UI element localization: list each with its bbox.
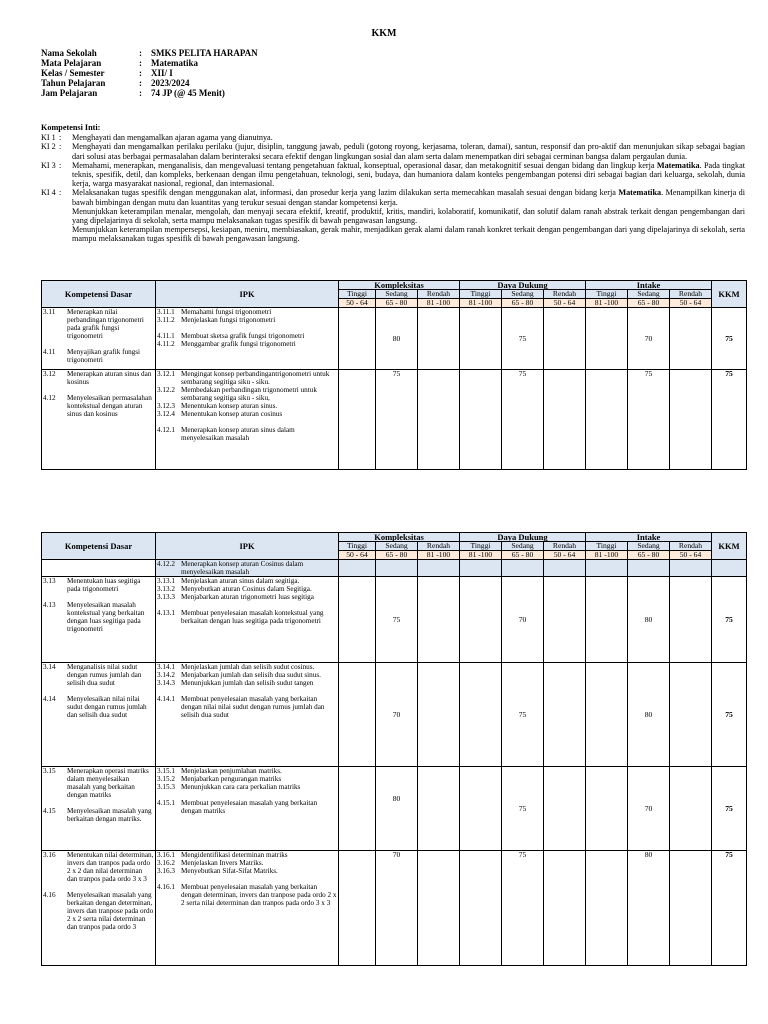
range-header: 50 - 64 bbox=[544, 299, 586, 308]
table-row bbox=[42, 851, 747, 966]
ipk-cell bbox=[156, 308, 339, 370]
kkm-header: KKM bbox=[712, 281, 747, 308]
ipk-item bbox=[157, 695, 337, 719]
page-title: KKM bbox=[371, 28, 397, 39]
group-header: Intake bbox=[586, 533, 712, 542]
ipk-header: IPK bbox=[156, 281, 339, 308]
ipk-item bbox=[157, 426, 337, 442]
score-cell bbox=[418, 308, 460, 370]
score-cell bbox=[418, 663, 460, 767]
score-cell bbox=[418, 767, 460, 851]
score-cell: 70 bbox=[628, 308, 670, 370]
ki-heading: Kompetensi Inti: bbox=[41, 123, 101, 132]
ipk-item bbox=[157, 402, 337, 410]
score-cell bbox=[460, 370, 502, 470]
score-cell bbox=[460, 308, 502, 370]
level-header: Sedang bbox=[376, 542, 418, 551]
score-cell bbox=[339, 308, 376, 370]
score-cell bbox=[586, 851, 628, 966]
ipk-item bbox=[157, 340, 337, 348]
range-header: 50 - 64 bbox=[670, 299, 712, 308]
ipk-item bbox=[157, 867, 337, 875]
kd-text: Menyelesaikan permasalahan kontekstual dengan aturan sinus dan kosinus bbox=[67, 394, 152, 418]
ipk-number: 3.11.1 bbox=[157, 308, 175, 316]
ki-item: KI 3 : Memahami, menerapkan, menganalisis, dan mengevaluasi tentang pengetahuan faktual, konseptual, operasional dasar, dan metakognitif sesuai dengan bidang dan lingkup kerja Matematika. Pada tingkat teknis, spesifik, detil, dan kompleks, berkenaan dengan ilmu pengetahuan, teknologi, seni, budaya, dan humaniora dalam konteks pengembangan potensi diri sebagai bagian dari keluarga, sekolah, dunia kerja, warga masyarakat nasional, regional, dan internasional. bbox=[41, 160, 745, 189]
ipk-number: 3.16.3 bbox=[157, 867, 175, 875]
kd-number: 4.12 bbox=[43, 394, 56, 402]
kkm-cell: 75 bbox=[712, 851, 747, 966]
range-header: 65 - 80 bbox=[628, 551, 670, 560]
ki-code: KI 4 bbox=[41, 188, 56, 198]
score-cell bbox=[670, 560, 712, 577]
kd-item bbox=[43, 891, 154, 931]
table-row bbox=[42, 560, 747, 577]
group-header: Intake bbox=[586, 281, 712, 290]
score-cell bbox=[544, 560, 586, 577]
table-row bbox=[42, 767, 747, 851]
ipk-item bbox=[157, 671, 337, 679]
score-cell bbox=[339, 560, 376, 577]
score-cell bbox=[628, 560, 670, 577]
score-cell bbox=[670, 370, 712, 470]
kkm-cell: 75 bbox=[712, 767, 747, 851]
ki-item: KI 2 : Menghayati dan mengamalkan perilaku perilaku (jujur, disiplin, tanggung jawab, peduli (gotong royong, kerjasama, toleran, damai), santun, responsif dan pro-aktif dan menunjukan sikap sebagai bagian dari solusi atas berbagai permasalahan dalam berinteraksi secara efektif dengan lingkungan sosial dan alam serta dalam menempatkan diri sebagai cerminan bangsa dalam pergaulan dunia. bbox=[41, 142, 745, 161]
score-cell bbox=[339, 663, 376, 767]
ipk-number: 4.11.1 bbox=[157, 332, 175, 340]
kd-item bbox=[43, 767, 154, 799]
table-row bbox=[42, 308, 747, 370]
range-header: 81 -100 bbox=[418, 551, 460, 560]
score-cell bbox=[376, 560, 418, 577]
score-cell bbox=[418, 560, 460, 577]
range-header: 50 - 64 bbox=[544, 551, 586, 560]
kd-cell bbox=[42, 308, 156, 370]
ipk-header: IPK bbox=[156, 533, 339, 560]
ipk-text: Menentukan konsep aturan sinus. bbox=[181, 402, 278, 410]
kd-text: Menentukan nilai determinan, invers dan tranpos pada ordo 2 x 2 dan nilai determinan dan tranpos pada ordo 3 x 3 bbox=[67, 851, 154, 883]
level-header: Tinggi bbox=[339, 542, 376, 551]
ki-text: Melaksanakan tugas spesifik dengan menggunakan alat, informasi, dan prosedur kerja yang lazim dilakukan serta memecahkan masalah sesuai dengan bidang kerja Matematika. Menampilkan kinerja di bawah bimbingan dengan mutu dan kuantitas yang terukur sesuai dengan standar kompetensi kerja. Menunjukkan keterampilan menalar, mengolah, dan menyaji secara efektif, kreatif, produktif, kritis, mandiri, kolaboratif, komunikatif, dan solutif dalam ranah abstrak terkait dengan pengembangan dari yang dipelajarinya di sekolah, serta mampu melaksanakan tugas spesifik di bawah pengawasan langsung. Menunjukkan keterampilan mempersepsi, kesiapan, meniru, membiasakan, gerak mahir, menjadikan gerak alami dalam ranah konkret terkait dengan pengembangan dari yang dipelajarinya di sekolah, serta mampu melaksanakan tugas spesifik di bawah pengawasan langsung. bbox=[72, 188, 746, 244]
ki-code: KI 3 bbox=[41, 160, 56, 170]
ipk-item bbox=[157, 308, 337, 316]
ipk-item bbox=[157, 577, 337, 585]
score-cell bbox=[418, 370, 460, 470]
kd-number: 4.14 bbox=[43, 695, 56, 703]
ipk-cell bbox=[156, 577, 339, 663]
level-header: Sedang bbox=[502, 290, 544, 299]
level-header: Sedang bbox=[502, 542, 544, 551]
score-cell bbox=[339, 767, 376, 851]
level-header: Tinggi bbox=[460, 542, 502, 551]
ipk-text: Menjabarkan jumlah dan selisih dua sudut sinus. bbox=[181, 671, 321, 679]
kd-text: Menyelesaikan nilai nilai sudut dengan rumus jumlah dan selisih dua sudut bbox=[67, 695, 147, 719]
range-header: 81 -100 bbox=[586, 299, 628, 308]
kd-number: 4.13 bbox=[43, 601, 56, 609]
score-cell: 75 bbox=[502, 663, 544, 767]
ipk-number: 4.12.2 bbox=[157, 560, 175, 568]
score-cell bbox=[670, 767, 712, 851]
score-cell: 70 bbox=[628, 767, 670, 851]
range-header: 65 - 80 bbox=[502, 551, 544, 560]
ki-code: KI 2 bbox=[41, 142, 56, 152]
ipk-number: 3.11.2 bbox=[157, 316, 175, 324]
range-header: 81 -100 bbox=[418, 299, 460, 308]
score-cell bbox=[460, 767, 502, 851]
kd-cell bbox=[42, 767, 156, 851]
ipk-text: Menyebutkan Sifat-Sifat Matriks. bbox=[181, 867, 278, 875]
ipk-item bbox=[157, 316, 337, 324]
score-cell: 80 bbox=[628, 663, 670, 767]
ipk-item bbox=[157, 775, 337, 783]
range-header: 65 - 80 bbox=[376, 299, 418, 308]
score-cell: 70 bbox=[376, 663, 418, 767]
score-cell: 70 bbox=[502, 577, 544, 663]
group-header: Kompleksitas bbox=[339, 281, 460, 290]
ipk-number: 4.11.2 bbox=[157, 340, 175, 348]
ipk-number: 3.13.3 bbox=[157, 593, 175, 601]
range-header: 50 - 64 bbox=[670, 551, 712, 560]
kd-number: 3.12 bbox=[43, 370, 56, 378]
kd-header: Kompetensi Dasar bbox=[42, 533, 156, 560]
kkm-cell: 75 bbox=[712, 663, 747, 767]
kd-text: Menyelesaikan masalah yang berkaitan dengan determinan, invers dan tranpose pada ordo 2 x 2 serta nilai determinan dan tranpos pada ordo 3 bbox=[67, 891, 154, 931]
ipk-text: Membuat penyelesaian masalah yang berkaitan dengan nilai nilai sudut dengan rumus jumlah dan selisih dua sudut bbox=[181, 695, 325, 719]
ki-item: KI 4 : Melaksanakan tugas spesifik dengan menggunakan alat, informasi, dan prosedur kerja yang lazim dilakukan serta memecahkan masalah sesuai dengan bidang kerja Matematika. Menampilkan kinerja di bawah bimbingan dengan mutu dan kuantitas yang terukur sesuai dengan standar kompetensi kerja. Menunjukkan keterampilan menalar, mengolah, dan menyaji secara efektif, kreatif, produktif, kritis, mandiri, kolaboratif, komunikatif, dan solutif dalam ranah abstrak terkait dengan pengembangan dari yang dipelajarinya di sekolah, serta mampu melaksanakan tugas spesifik di bawah pengawasan langsung. Menunjukkan keterampilan mempersepsi, kesiapan, meniru, membiasakan, gerak mahir, menjadikan gerak alami dalam ranah konkret terkait dengan pengembangan dari yang dipelajarinya di sekolah, serta mampu melaksanakan tugas spesifik di bawah pengawasan langsung. bbox=[41, 188, 746, 244]
ipk-number: 3.12.1 bbox=[157, 370, 175, 378]
ipk-number: 3.13.1 bbox=[157, 577, 175, 585]
score-cell: 75 bbox=[502, 767, 544, 851]
score-cell bbox=[339, 851, 376, 966]
ipk-item bbox=[157, 560, 337, 576]
ipk-number: 3.15.3 bbox=[157, 783, 175, 791]
ipk-text: Memahami fungsi trigonometri bbox=[181, 308, 272, 316]
ipk-text: Menjelaskan penjumlahan matriks. bbox=[181, 767, 282, 775]
score-cell: 80 bbox=[376, 308, 418, 370]
score-cell bbox=[670, 851, 712, 966]
kd-item bbox=[43, 663, 154, 687]
info-row: Jam Pelajaran : 74 JP (@ 45 Menit) bbox=[41, 88, 258, 98]
score-cell bbox=[418, 851, 460, 966]
kd-text: Menyelesaikan masalah kontekstual yang berkaitan dengan luas segitiga pada trigonometri bbox=[67, 601, 145, 633]
kd-item bbox=[43, 577, 154, 593]
kkm-table-2 bbox=[41, 532, 747, 966]
level-header: Rendah bbox=[670, 542, 712, 551]
kkm-cell: 75 bbox=[712, 308, 747, 370]
level-header: Rendah bbox=[418, 542, 460, 551]
range-header: 81 -100 bbox=[460, 299, 502, 308]
ipk-number: 4.13.1 bbox=[157, 609, 175, 617]
score-cell: 80 bbox=[376, 767, 418, 851]
ipk-item bbox=[157, 663, 337, 671]
ipk-number: 4.16.1 bbox=[157, 883, 175, 891]
range-header: 50 - 64 bbox=[339, 299, 376, 308]
level-header: Sedang bbox=[628, 290, 670, 299]
kkm-cell bbox=[712, 560, 747, 577]
score-cell bbox=[544, 308, 586, 370]
kkm-table-1 bbox=[41, 280, 747, 470]
ipk-cell bbox=[156, 370, 339, 470]
kd-item bbox=[43, 601, 154, 633]
score-cell bbox=[544, 370, 586, 470]
info-row: Mata Pelajaran : Matematika bbox=[41, 58, 258, 68]
info-row: Nama Sekolah : SMKS PELITA HARAPAN bbox=[41, 48, 258, 58]
ipk-text: Membuat penyelesaian masalah yang berkaitan dengan determinan, invers dan tranpose pada ordo 2 x 2 serta nilai determinan dan tranpos pada ordo 3 x 3 bbox=[181, 883, 337, 907]
ipk-number: 3.12.2 bbox=[157, 386, 175, 394]
ki-text: Memahami, menerapkan, menganalisis, dan mengevaluasi tentang pengetahuan faktual, konseptual, operasional dasar, dan metakognitif sesuai dengan bidang dan lingkup kerja Matematika. Pada tingkat teknis, spesifik, detil, dan kompleks, berkenaan dengan ilmu pengetahuan, teknologi, seni, budaya, dan humaniora dalam konteks pengembangan potensi diri sebagai bagian dari keluarga, sekolah, dunia kerja, warga masyarakat nasional, regional, dan internasional. bbox=[72, 160, 745, 189]
ipk-item bbox=[157, 679, 337, 687]
table-row bbox=[42, 577, 747, 663]
ipk-text: Menjelaskan jumlah dan selisih sudut cosinus. bbox=[181, 663, 315, 671]
kd-text: Menganalisis nilai sudut dengan rumus jumlah dan selisih dua sudut bbox=[67, 663, 142, 687]
score-cell bbox=[670, 308, 712, 370]
score-cell bbox=[502, 560, 544, 577]
level-header: Rendah bbox=[670, 290, 712, 299]
group-header: Kompleksitas bbox=[339, 533, 460, 542]
score-cell bbox=[418, 577, 460, 663]
level-header: Rendah bbox=[544, 290, 586, 299]
ipk-text: Menerapkan konsep aturan sinus dalam menyelesaikan masalah bbox=[181, 426, 295, 442]
kd-item bbox=[43, 348, 154, 364]
ipk-text: Membuat penyelesaian masalah yang berkaitan dengan matriks bbox=[181, 799, 318, 815]
kd-number: 3.14 bbox=[43, 663, 56, 671]
ki-item: KI 1 : Menghayati dan mengamalkan ajaran agama yang dianutnya. bbox=[41, 133, 745, 142]
level-header: Sedang bbox=[628, 542, 670, 551]
ipk-item bbox=[157, 593, 337, 601]
score-cell bbox=[586, 577, 628, 663]
kd-cell bbox=[42, 370, 156, 470]
score-cell bbox=[670, 577, 712, 663]
kd-number: 4.15 bbox=[43, 807, 56, 815]
kd-number: 3.11 bbox=[43, 308, 56, 316]
ipk-number: 3.14.3 bbox=[157, 679, 175, 687]
info-label: Tahun Pelajaran bbox=[41, 78, 106, 88]
score-cell bbox=[586, 767, 628, 851]
level-header: Sedang bbox=[376, 290, 418, 299]
ipk-item bbox=[157, 783, 337, 791]
ipk-number: 3.14.1 bbox=[157, 663, 175, 671]
kd-cell bbox=[42, 851, 156, 966]
table-row bbox=[42, 663, 747, 767]
ipk-item bbox=[157, 332, 337, 340]
info-label: Jam Pelajaran bbox=[41, 88, 98, 98]
ipk-number: 3.16.1 bbox=[157, 851, 175, 859]
kd-number: 4.16 bbox=[43, 891, 56, 899]
school-info bbox=[41, 48, 258, 98]
ki-code: KI 1 bbox=[41, 133, 56, 143]
ipk-number: 3.15.2 bbox=[157, 775, 175, 783]
score-cell: 70 bbox=[376, 851, 418, 966]
ipk-number: 3.14.2 bbox=[157, 671, 175, 679]
ipk-text: Menunjukkan jumlah dan selisih sudut tangen bbox=[181, 679, 314, 687]
score-cell: 75 bbox=[502, 308, 544, 370]
info-label: Kelas / Semester bbox=[41, 68, 105, 78]
kkm-cell: 75 bbox=[712, 370, 747, 470]
score-cell bbox=[586, 663, 628, 767]
ipk-text: Mengingat konsep perbandingantrigonometri untuk sembarang segitiga siku - siku. bbox=[181, 370, 330, 386]
kd-cell bbox=[42, 663, 156, 767]
kd-cell bbox=[42, 577, 156, 663]
score-cell bbox=[586, 370, 628, 470]
ipk-text: Membuat sketsa grafik fungsi trigonometri bbox=[181, 332, 305, 340]
score-cell: 75 bbox=[376, 370, 418, 470]
kkm-header: KKM bbox=[712, 533, 747, 560]
ipk-item bbox=[157, 609, 337, 625]
range-header: 65 - 80 bbox=[376, 551, 418, 560]
info-value: 2023/2024 bbox=[151, 78, 190, 88]
range-header: 81 -100 bbox=[586, 551, 628, 560]
score-cell bbox=[544, 767, 586, 851]
ipk-cell bbox=[156, 851, 339, 966]
ipk-text: Menjabarkan aturan trigonometri luas segitiga bbox=[181, 593, 314, 601]
ipk-text: Menggambar grafik fungsi trigonometri bbox=[181, 340, 296, 348]
info-row: Kelas / Semester : XII/ I bbox=[41, 68, 258, 78]
ipk-text: Menjelaskan fungsi trigonometri bbox=[181, 316, 276, 324]
kd-item bbox=[43, 370, 154, 386]
ipk-number: 4.15.1 bbox=[157, 799, 175, 807]
kompetensi-inti bbox=[41, 123, 745, 244]
range-header: 65 - 80 bbox=[628, 299, 670, 308]
ipk-text: Menunjukkan cara cara perkalian matriks bbox=[181, 783, 301, 791]
ipk-number: 3.12.3 bbox=[157, 402, 175, 410]
info-label: Mata Pelajaran bbox=[41, 58, 102, 68]
kd-item bbox=[43, 851, 154, 883]
kd-text: Menyajikan grafik fungsi trigonometri bbox=[67, 348, 141, 364]
kd-item bbox=[43, 394, 154, 418]
level-header: Tinggi bbox=[586, 542, 628, 551]
info-value: Matematika bbox=[151, 58, 198, 68]
score-cell bbox=[670, 663, 712, 767]
kd-text: Menentukan luas segitiga pada trigonometri bbox=[67, 577, 141, 593]
score-cell bbox=[339, 577, 376, 663]
info-value: 74 JP (@ 45 Menit) bbox=[151, 88, 225, 98]
kd-item bbox=[43, 695, 154, 719]
score-cell bbox=[586, 560, 628, 577]
ipk-number: 3.13.2 bbox=[157, 585, 175, 593]
ipk-text: Menerapkan konsep aturan Cosinus dalam menyelesaikan masalah bbox=[181, 560, 304, 576]
score-cell bbox=[339, 370, 376, 470]
score-cell bbox=[544, 663, 586, 767]
range-header: 50 - 64 bbox=[339, 551, 376, 560]
score-cell bbox=[544, 577, 586, 663]
ki-text: Menghayati dan mengamalkan perilaku perilaku (jujur, disiplin, tanggung jawab, peduli (gotong royong, kerjasama, toleran, damai), santun, responsif dan pro-aktif dan menunjukan sikap sebagai bagian dari solusi atas berbagai permasalahan dalam berinteraksi secara efektif dengan lingkungan sosial dan alam serta dalam menempatkan diri sebagai cerminan bangsa dalam pergaulan dunia. bbox=[72, 142, 745, 161]
ipk-text: Menjelaskan Invers Matriks. bbox=[181, 859, 264, 867]
info-value: SMKS PELITA HARAPAN bbox=[151, 48, 258, 58]
ipk-text: Menentukan konsep aturan cosinus bbox=[181, 410, 283, 418]
kd-number: 4.11 bbox=[43, 348, 56, 356]
score-cell bbox=[460, 577, 502, 663]
ipk-text: Menyebutkan aturan Cosinus dalam Segitiga. bbox=[181, 585, 312, 593]
score-cell bbox=[460, 560, 502, 577]
score-cell: 75 bbox=[502, 370, 544, 470]
score-cell bbox=[544, 851, 586, 966]
ipk-number: 4.14.1 bbox=[157, 695, 175, 703]
level-header: Tinggi bbox=[339, 290, 376, 299]
kd-text: Menyelesaikan masalah yang berkaitan dengan matriks. bbox=[67, 807, 152, 823]
score-cell: 75 bbox=[502, 851, 544, 966]
ipk-cell bbox=[156, 560, 339, 577]
kd-item bbox=[43, 308, 154, 340]
level-header: Tinggi bbox=[586, 290, 628, 299]
ipk-item bbox=[157, 799, 337, 815]
table-row bbox=[42, 370, 747, 470]
kd-text: Menerapkan nilai perbandingan trigonometri pada grafik fungsi trigonometri bbox=[67, 308, 144, 340]
level-header: Tinggi bbox=[460, 290, 502, 299]
kd-cell bbox=[42, 560, 156, 577]
ipk-text: Membuat penyelesaian masalah kontekstual yang berkaitan dengan luas segitiga pada trigonometri bbox=[181, 609, 324, 625]
score-cell: 80 bbox=[628, 577, 670, 663]
ipk-number: 3.12.4 bbox=[157, 410, 175, 418]
ipk-number: 3.16.2 bbox=[157, 859, 175, 867]
info-value: XII/ I bbox=[151, 68, 173, 78]
ipk-text: Mengidentifikasi determinan matriks bbox=[181, 851, 288, 859]
kkm-cell: 75 bbox=[712, 577, 747, 663]
ipk-number: 3.15.1 bbox=[157, 767, 175, 775]
ipk-item bbox=[157, 851, 337, 859]
ipk-number: 4.12.1 bbox=[157, 426, 175, 434]
ipk-cell bbox=[156, 663, 339, 767]
score-cell: 80 bbox=[628, 851, 670, 966]
info-row: Tahun Pelajaran : 2023/2024 bbox=[41, 78, 258, 88]
ipk-text: Menjabarkan pengurangan matriks bbox=[181, 775, 282, 783]
ipk-item bbox=[157, 585, 337, 593]
score-cell bbox=[460, 851, 502, 966]
kd-text: Menerapkan aturan sinus dan kosinus bbox=[67, 370, 152, 386]
score-cell: 75 bbox=[628, 370, 670, 470]
range-header: 65 - 80 bbox=[502, 299, 544, 308]
ki-text: Menghayati dan mengamalkan ajaran agama yang dianutnya. bbox=[72, 133, 273, 143]
ipk-item bbox=[157, 883, 337, 907]
info-label: Nama Sekolah bbox=[41, 48, 97, 58]
ipk-item bbox=[157, 410, 337, 418]
ipk-item bbox=[157, 767, 337, 775]
kd-text: Menerapkan operasi matriks dalam menyelesaikan masalah yang berkaitan dengan matriks bbox=[67, 767, 149, 799]
level-header: Rendah bbox=[418, 290, 460, 299]
kd-number: 3.13 bbox=[43, 577, 56, 585]
range-header: 81 -100 bbox=[460, 551, 502, 560]
ipk-text: Membedakan perbandingan trigonometri untuk sembarang segitiga siku - siku, bbox=[181, 386, 317, 402]
kd-header: Kompetensi Dasar bbox=[42, 281, 156, 308]
ipk-item bbox=[157, 386, 337, 402]
ipk-text: Menjelaskan aturan sinus dalam segitiga. bbox=[181, 577, 300, 585]
kd-number: 3.15 bbox=[43, 767, 56, 775]
ipk-cell bbox=[156, 767, 339, 851]
level-header: Rendah bbox=[544, 542, 586, 551]
score-cell bbox=[460, 663, 502, 767]
score-cell: 75 bbox=[376, 577, 418, 663]
group-header: Daya Dukung bbox=[460, 281, 586, 290]
score-cell bbox=[586, 308, 628, 370]
group-header: Daya Dukung bbox=[460, 533, 586, 542]
kd-item bbox=[43, 807, 154, 823]
kd-number: 3.16 bbox=[43, 851, 56, 859]
ipk-item bbox=[157, 370, 337, 386]
ipk-item bbox=[157, 859, 337, 867]
